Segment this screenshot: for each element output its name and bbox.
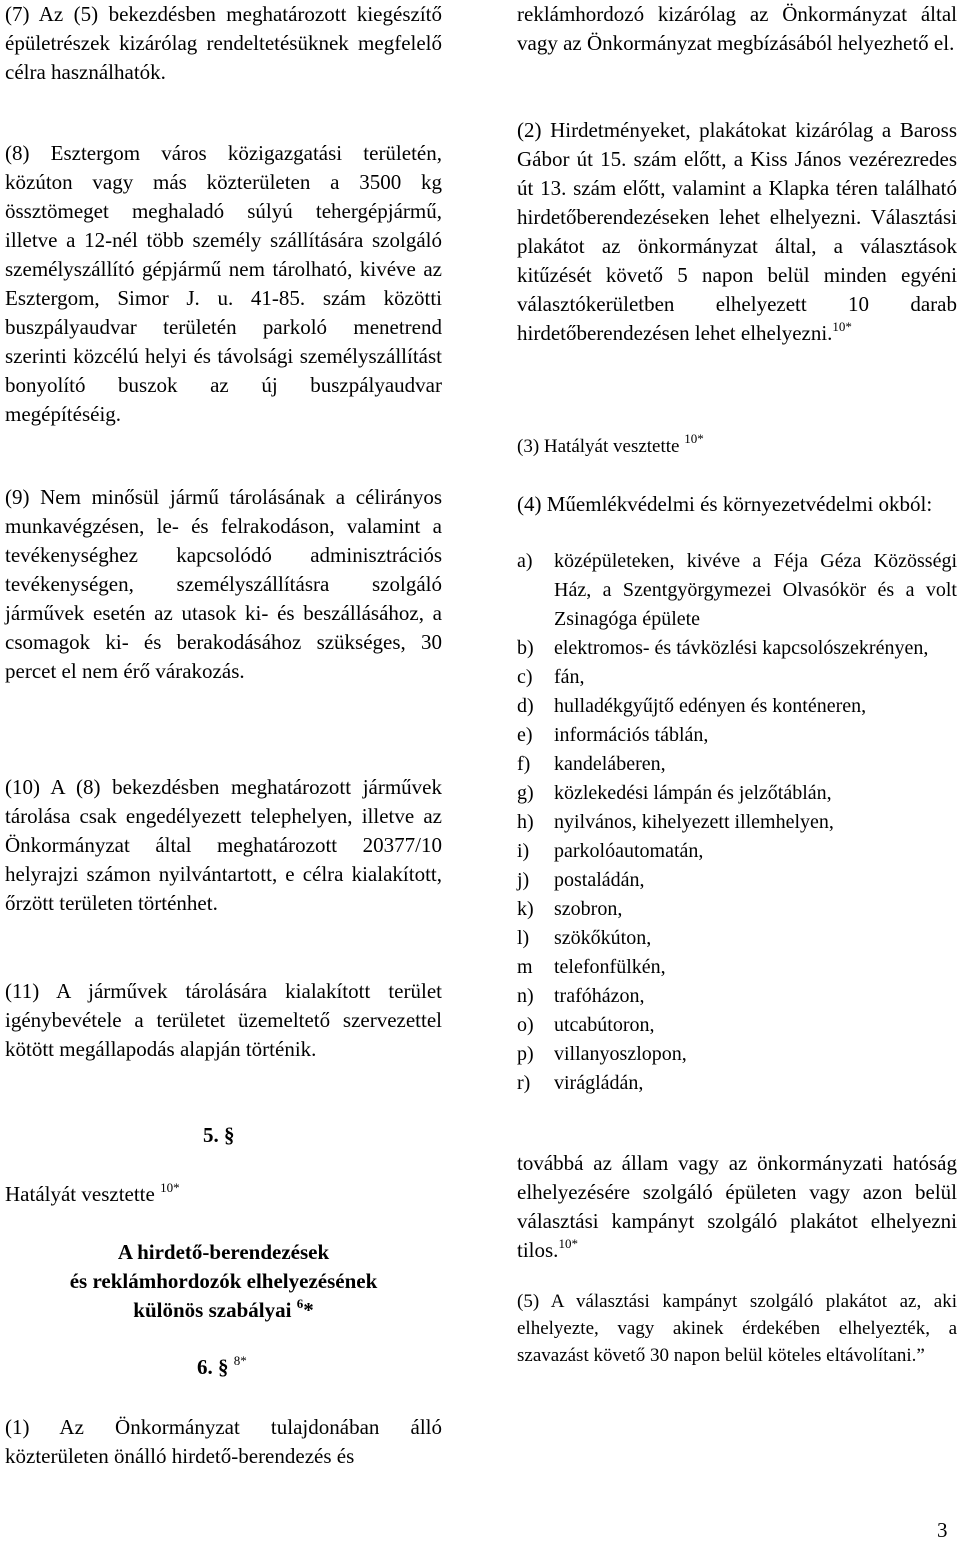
list-item-text: hulladékgyűjtő edényen és konténeren, (554, 695, 867, 717)
paragraph-1-end: reklámhordozó kizárólag az Önkormányzat által vagy az Önkormányzat megbízásából helyezhető el. (517, 2, 957, 55)
prohibited-locations-list (517, 547, 957, 1098)
repealed-note (5, 1180, 442, 1209)
paragraph-7: (7) Az (5) bekezdésben meghatározott kiegészítő épületrészek kizárólag rendeltetésüknek megfelelő célra használhatók. (5, 2, 442, 84)
list-item (517, 721, 957, 750)
list-item-letter: h) (517, 811, 534, 833)
paragraph-9: (9) Nem minősül jármű tárolásának a célirányos munkavégzésen, le- és felrakodáson, valamint a tevékenységhez kapcsolódó adminisztrációs tevékenységen, személyszállításra szolgáló járművek esetén az utasok ki- és beszállásához, a csomagok ki- és berakodásához szükséges, 30 percet el nem érő várakozás. (5, 485, 442, 683)
list-item-letter: c) (517, 666, 533, 688)
section-5-heading (203, 1123, 442, 1148)
list-item-letter: p) (517, 1043, 534, 1065)
title-star: * (303, 1298, 314, 1322)
list-item (517, 547, 957, 634)
list-item-text: kandeláberen, (554, 753, 666, 775)
list-item-letter: i) (517, 840, 530, 862)
page-number: 3 (937, 1518, 948, 1542)
list-item (517, 779, 957, 808)
list-item-text: középületeken, kivéve a Féja Géza Közösségi Ház, a Szentgyörgymezei Olvasókör és a volt Zsinagóga épülete (554, 550, 957, 630)
list-item-letter: a) (517, 550, 533, 572)
paragraph-3: (3) Hatályát vesztette $^{10*}$ (517, 431, 704, 457)
list-item-text: elektromos- és távközlési kapcsolószekrényen, (554, 637, 929, 659)
list-item-text: trafóházon, (554, 985, 645, 1007)
list-item-text: virágládán, (554, 1072, 644, 1094)
list-item-letter: f) (517, 753, 531, 775)
list-item-letter: e) (517, 724, 533, 746)
list-item-text: nyilvános, kihelyezett illemhelyen, (554, 811, 834, 833)
title-line-1: A hirdető-berendezések (117, 1240, 330, 1264)
list-item (517, 634, 957, 663)
list-item-letter: m (517, 956, 533, 978)
list-item-letter: d) (517, 695, 534, 717)
section-6-number: 6. (197, 1355, 213, 1379)
list-item-text: utcabútoron, (554, 1014, 655, 1036)
list-item-text: postaládán, (554, 869, 645, 891)
list-item-letter: k) (517, 898, 534, 920)
paragraph-4-intro: (4) Műemlékvédelmi és környezetvédelmi okból: (517, 492, 933, 516)
list-item (517, 837, 957, 866)
list-item-letter: b) (517, 637, 534, 659)
chapter-title (5, 1238, 442, 1325)
list-item-text: információs táblán, (554, 724, 709, 746)
section-5-number: 5. (203, 1123, 219, 1147)
title-footnote: 6 (296, 1296, 304, 1311)
list-item-text: szobron, (554, 898, 623, 920)
list-item (517, 808, 957, 837)
paragraph-2: (2) Hirdetményeket, plakátokat kizárólag a Baross Gábor út 15. szám előtt, a Kiss János vezérezredes út 13. szám előtt, valamint a Klapka téren található hirdetőberendezéseken lehet elhelyezni. Választási plakátot az önkormányzat által, a választások kitűzését követő 5 napon belül minden egyéni választókerületben elhelyezett 10 darab hirdetőberendezésen lehet elhelyezni.$^{10*}$ (517, 118, 957, 345)
list-item (517, 953, 957, 982)
repealed-text: Hatályát vesztette (5, 1182, 155, 1206)
paragraph-8: (8) Esztergom város közigazgatási területén, közúton vagy más közterületen a 3500 kg össztömeget meghaladó súlyú tehergépjármű, illetve a 12-nél több személy szállítására szolgáló személyszállító gépjármű nem tárolható, kivéve az Esztergom, Simor J. u. 41-85. szám közötti buszpályaudvar területén parkoló menetrend szerinti közcélú helyi és távolsági személyszállítást bonyolító buszok az új buszpályaudvar megépítéséig. (5, 141, 442, 426)
paragraph-1-start: (1) Az Önkormányzat tulajdonában álló közterületen önálló hirdető-berendezés és (5, 1415, 442, 1468)
list-item-letter: g) (517, 782, 534, 804)
list-item-letter: j) (517, 869, 530, 891)
list-item (517, 1040, 957, 1069)
list-item (517, 866, 957, 895)
list-item-text: fán, (554, 666, 585, 688)
list-item-text: szökőkúton, (554, 927, 652, 949)
list-item (517, 1069, 957, 1098)
paragraph-5: (5) A választási kampányt szolgáló plakátot az, aki elhelyezte, vagy akinek érdekében elhelyezték, a szavazást követő 30 napon belül köteles eltávolítani.” (517, 1291, 957, 1366)
list-item (517, 663, 957, 692)
paragraph-4-end: továbbá az állam vagy az önkormányzati hatóság elhelyezésére szolgáló épületen vagy azon belül választási kampányt szolgáló plakátot elhelyezni tilos.$^{10*}$ (517, 1151, 957, 1262)
list-item-text: parkolóautomatán, (554, 840, 704, 862)
paragraph-4-footnote: 10* (558, 1236, 578, 1251)
title-line-2: és reklámhordozók elhelyezésének (69, 1269, 378, 1293)
list-item-letter: l) (517, 927, 530, 949)
list-item-letter: r) (517, 1072, 531, 1094)
paragraph-3-footnote: 10* (684, 431, 704, 446)
title-line-3: különös szabályai $^6$* (133, 1296, 314, 1322)
section-6-mark: § (218, 1355, 229, 1379)
paragraph-11: (11) A járművek tárolására kialakított terület igénybevétele a területet üzemeltető szervezettel kötött megállapodás alapján történik. (5, 979, 442, 1061)
list-item-text: villanyoszlopon, (554, 1043, 687, 1065)
section-6-footnote: 8* (233, 1353, 247, 1368)
section-6-heading (197, 1355, 442, 1380)
list-item-letter: o) (517, 1014, 534, 1036)
list-item (517, 895, 957, 924)
list-item-text: közlekedési lámpán és jelzőtáblán, (554, 782, 832, 804)
paragraph-10: (10) A (8) bekezdésben meghatározott járművek tárolása csak engedélyezett telephelyen, illetve az Önkormányzat által meghatározott 20377/10 helyrajzi számon nyilvántartott, e célra kialakított, őrzött területen történhet. (5, 775, 442, 915)
list-item (517, 924, 957, 953)
list-item (517, 1011, 957, 1040)
paragraph-2-footnote: 10* (832, 319, 852, 334)
section-5-mark: § (224, 1123, 235, 1147)
list-item (517, 692, 957, 721)
list-item (517, 750, 957, 779)
list-item-text: telefonfülkén, (554, 956, 666, 978)
repealed-footnote: 10* (160, 1180, 180, 1195)
list-item-letter: n) (517, 985, 534, 1007)
list-item (517, 982, 957, 1011)
